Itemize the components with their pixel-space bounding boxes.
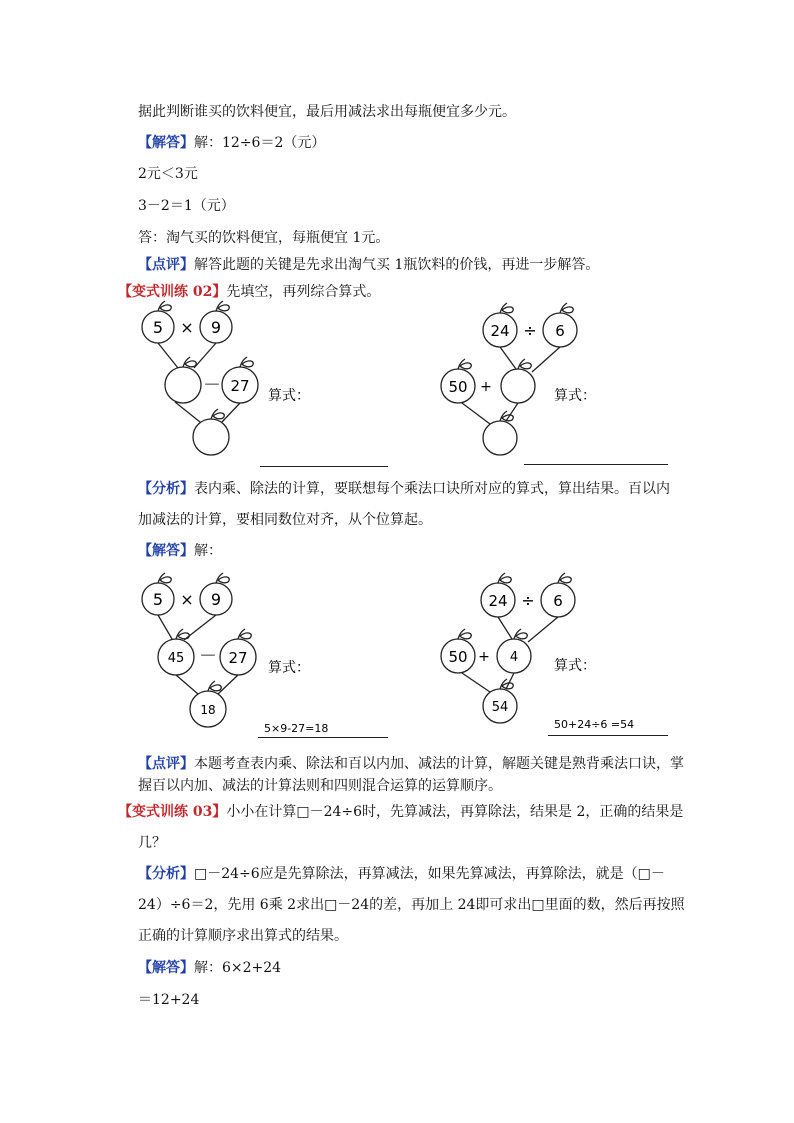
text-line: 据此判断谁买的饮料便宜，最后用减法求出每瓶便宜多少元。: [138, 104, 516, 120]
analysis-line: [138, 479, 670, 499]
answer-line-rule: [548, 735, 668, 736]
apple-icon: [483, 411, 517, 455]
apple-value: 5: [152, 318, 164, 337]
operator: ÷: [523, 321, 537, 340]
operator: ÷: [521, 591, 535, 610]
exercise-text: 先填空，再列综合算式。: [226, 284, 381, 300]
apple-icon: [501, 359, 535, 403]
answer-tag: 【解答】: [138, 543, 194, 559]
apple-value: 50: [448, 378, 468, 396]
operator: －: [203, 375, 221, 396]
formula-answer: 5×9-27=18: [264, 722, 329, 735]
text-line: 加减法的计算，要相同数位对齐，从个位算起。: [138, 512, 432, 528]
apple-value: 6: [553, 592, 563, 610]
apple-value: 24: [490, 322, 510, 340]
text-line: ＝12+24: [138, 992, 200, 1008]
exercise-text: 小小在计算□－24÷6时，先算减法，再算除法，结果是 2，正确的结果是: [226, 804, 684, 820]
apple-value: 4: [509, 650, 519, 665]
analysis-text: □－24÷6应是先算除法，再算减法，如果先算减法，再算除法，就是（□－: [194, 866, 665, 882]
answer-text: 解：6×2+24: [194, 960, 282, 976]
text-line: 几？: [138, 835, 166, 851]
text-line: 3－2＝1（元）: [138, 198, 235, 214]
apple-value: 18: [200, 703, 216, 717]
apple-value: 9: [210, 318, 222, 337]
apple-value: 5: [152, 590, 164, 609]
formula-label: 算式：: [268, 388, 310, 404]
apple-diagram-answer-left: [138, 572, 398, 742]
apple-value: 24: [488, 592, 508, 610]
apple-value: 9: [210, 590, 222, 609]
exercise-tag: 【变式训练 03】: [118, 804, 227, 820]
comment-text: 本题考查表内乘、除法和百以内加、减法的计算，解题关键是熟背乘法口诀，掌: [194, 756, 684, 772]
apple-diagram-answer-right: [436, 572, 676, 742]
comment-tag: 【点评】: [138, 756, 194, 772]
answer-line-rule: [258, 737, 388, 738]
formula-answer: 50+24÷6 =54: [554, 718, 635, 731]
analysis-text: 表内乘、除法的计算，要联想每个乘法口诀所对应的算式，算出结果。百以内: [194, 481, 670, 497]
comment-line: [138, 754, 684, 774]
comment-text: 解答此题的关键是先求出淘气买 1瓶饮料的价钱，再进一步解答。: [194, 257, 600, 273]
exercise-tag: 【变式训练 02】: [118, 284, 227, 300]
apple-icon: [193, 409, 229, 455]
formula-label: 算式：: [268, 660, 310, 676]
answer-tag: 【解答】: [138, 960, 194, 976]
exercise-line: [118, 282, 380, 302]
answer-blank-line: [260, 466, 388, 467]
apple-value: 50: [448, 648, 468, 666]
operator: +: [478, 649, 490, 665]
text-line: 握百以内加、减法的计算法则和四则混合运算的运算顺序。: [138, 778, 502, 794]
apple-value: 6: [555, 322, 565, 340]
operator: ×: [180, 590, 194, 609]
apple-value: 27: [230, 377, 250, 395]
apple-diagram-question-left: [138, 300, 398, 470]
answer-text: 解：12÷6＝2（元）: [194, 135, 326, 151]
apple-value: 27: [228, 649, 248, 667]
answer-line: [138, 133, 325, 153]
text-line: 24）÷6＝2，先用 6乘 2求出□－24的差，再加上 24即可求出□里面的数，然后再按照: [138, 897, 685, 913]
analysis-line: [138, 864, 665, 884]
exercise-line: [118, 802, 683, 822]
text-line: 2元＜3元: [138, 166, 198, 182]
analysis-tag: 【分析】: [138, 481, 194, 497]
answer-text: 解：: [194, 543, 222, 559]
apple-diagram-question-right: [436, 300, 676, 470]
comment-line: [138, 255, 599, 275]
analysis-tag: 【分析】: [138, 866, 194, 882]
text-line: 答：淘气买的饮料便宜，每瓶便宜 1元。: [138, 230, 390, 246]
comment-tag: 【点评】: [138, 257, 194, 273]
apple-value: 45: [167, 651, 185, 666]
operator: ×: [180, 318, 194, 337]
operator: +: [480, 379, 492, 395]
operator: －: [199, 646, 217, 667]
formula-label: 算式：: [554, 388, 596, 404]
apple-value: 54: [491, 700, 509, 715]
answer-tag: 【解答】: [138, 135, 194, 151]
formula-label: 算式：: [554, 658, 596, 674]
answer-line: [138, 541, 222, 561]
apple-icon: [165, 357, 201, 403]
text-line: 正确的计算顺序求出算式的结果。: [138, 928, 348, 944]
answer-blank-line: [524, 464, 668, 465]
answer-line: [138, 958, 281, 978]
